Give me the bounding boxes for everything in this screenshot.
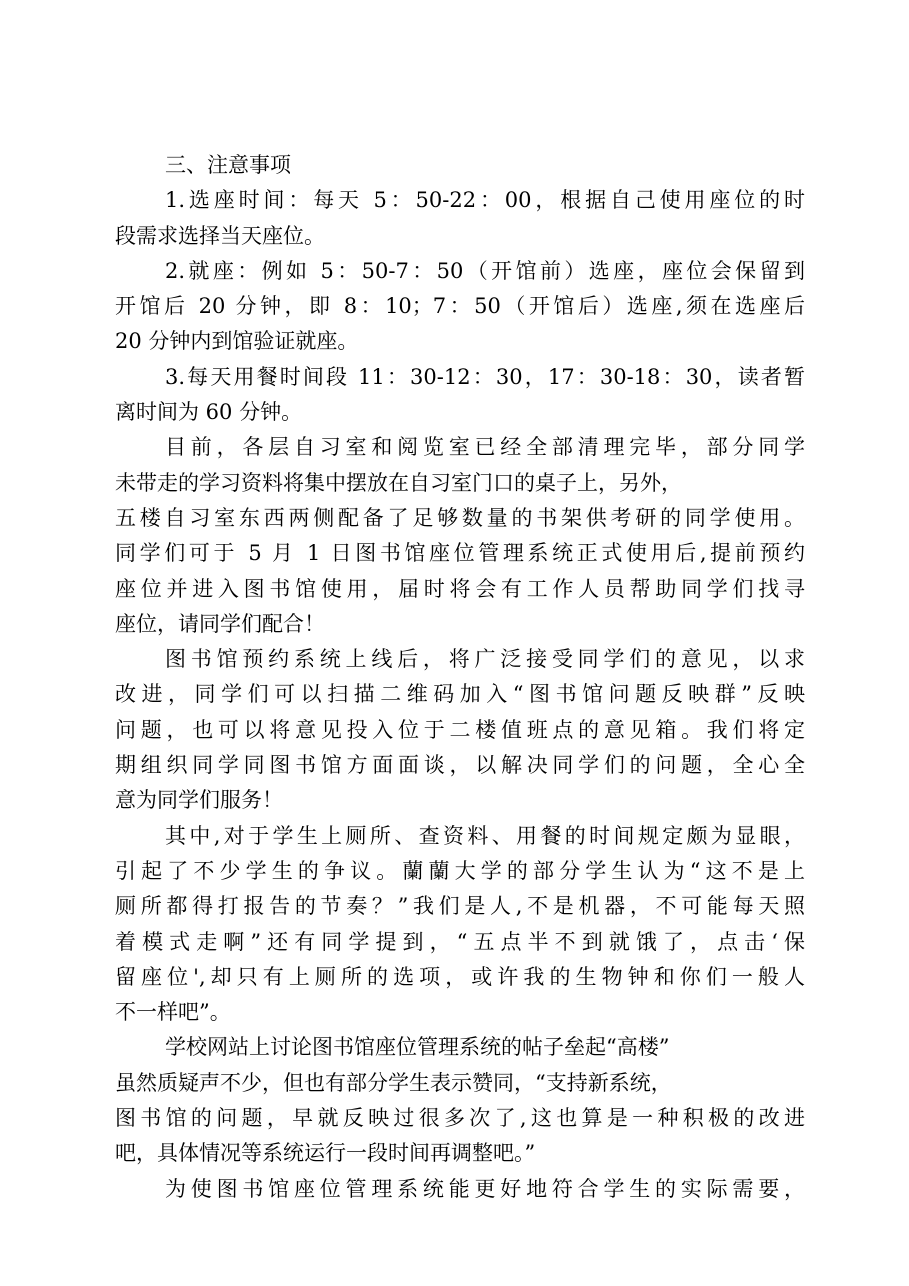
text-line: 3.每天用餐时间段 11：30-12：30，17：30-18：30，读者暂 — [165, 364, 805, 389]
text-line: 留座位',却只有上厕所的选项，或许我的生物钟和你们一般人 — [115, 964, 805, 989]
text-line: 未带走的学习资料将集中摆放在自习室门口的桌子上，另外， — [115, 470, 682, 495]
text-line: 不一样吧”。 — [115, 1000, 231, 1025]
text-line: 三、注意事项 — [165, 153, 291, 177]
text-line: 厕所都得打报告的节奏？”我们是人,不是机器，不可能每天照 — [115, 894, 805, 919]
text-line: 意为同学们服务！ — [115, 788, 283, 813]
text-line: 图书馆预约系统上线后，将广泛接受同学们的意见，以求 — [165, 647, 805, 672]
text-line: 引起了不少学生的争议。蘭蘭大学的部分学生认为“这不是上 — [115, 858, 805, 883]
text-line: 学校网站上讨论图书馆座位管理系统的帖子垒起“高楼” — [165, 1035, 670, 1060]
text-line: 为使图书馆座位管理系统能更好地符合学生的实际需要， — [165, 1176, 805, 1201]
text-line: 1.选座时间：每天 5：50-22：00，根据自己使用座位的时 — [165, 188, 805, 213]
text-line: 问题，也可以将意见投入位于二楼值班点的意见箱。我们将定 — [115, 717, 805, 742]
text-line: 图书馆的问题，早就反映过很多次了,这也算是一种积极的改进 — [115, 1106, 805, 1131]
text-line: 吧，具体情况等系统运行一段时间再调整吧。” — [115, 1141, 536, 1166]
text-line: 段需求选择当天座位。 — [115, 223, 325, 248]
text-line: 离时间为 60 分钟。 — [115, 400, 303, 425]
document-body — [115, 148, 805, 1207]
text-line: 开馆后 20 分钟，即 8：10；7：50（开馆后）选座,须在选座后 — [115, 294, 805, 319]
text-line: 其中,对于学生上厕所、查资料、用餐的时间规定颇为显眼， — [165, 823, 805, 848]
text-line: 座位并进入图书馆使用，届时将会有工作人员帮助同学们找寻 — [115, 576, 805, 601]
text-line: 目前，各层自习室和阅览室已经全部清理完毕，部分同学 — [165, 435, 805, 460]
text-line: 20 分钟内到馆验证就座。 — [115, 329, 359, 354]
text-line: 2.就座：例如 5：50-7：50（开馆前）选座，座位会保留到 — [165, 258, 805, 283]
text-line: 虽然质疑声不少，但也有部分学生表示赞同，“支持新系统， — [115, 1070, 672, 1095]
text-line: 期组织同学同图书馆方面面谈，以解决同学们的问题，全心全 — [115, 753, 805, 778]
text-line: 座位，请同学们配合！ — [115, 611, 325, 636]
text-line: 改进，同学们可以扫描二维码加入“图书馆问题反映群”反映 — [115, 682, 805, 707]
text-line: 着模式走啊”还有同学提到，“五点半不到就饿了，点击‘保 — [115, 929, 805, 954]
text-line: 同学们可于 5 月 1 日图书馆座位管理系统正式使用后,提前预约 — [115, 541, 805, 566]
text-line: 五楼自习室东西两侧配备了足够数量的书架供考研的同学使用。 — [115, 505, 805, 530]
